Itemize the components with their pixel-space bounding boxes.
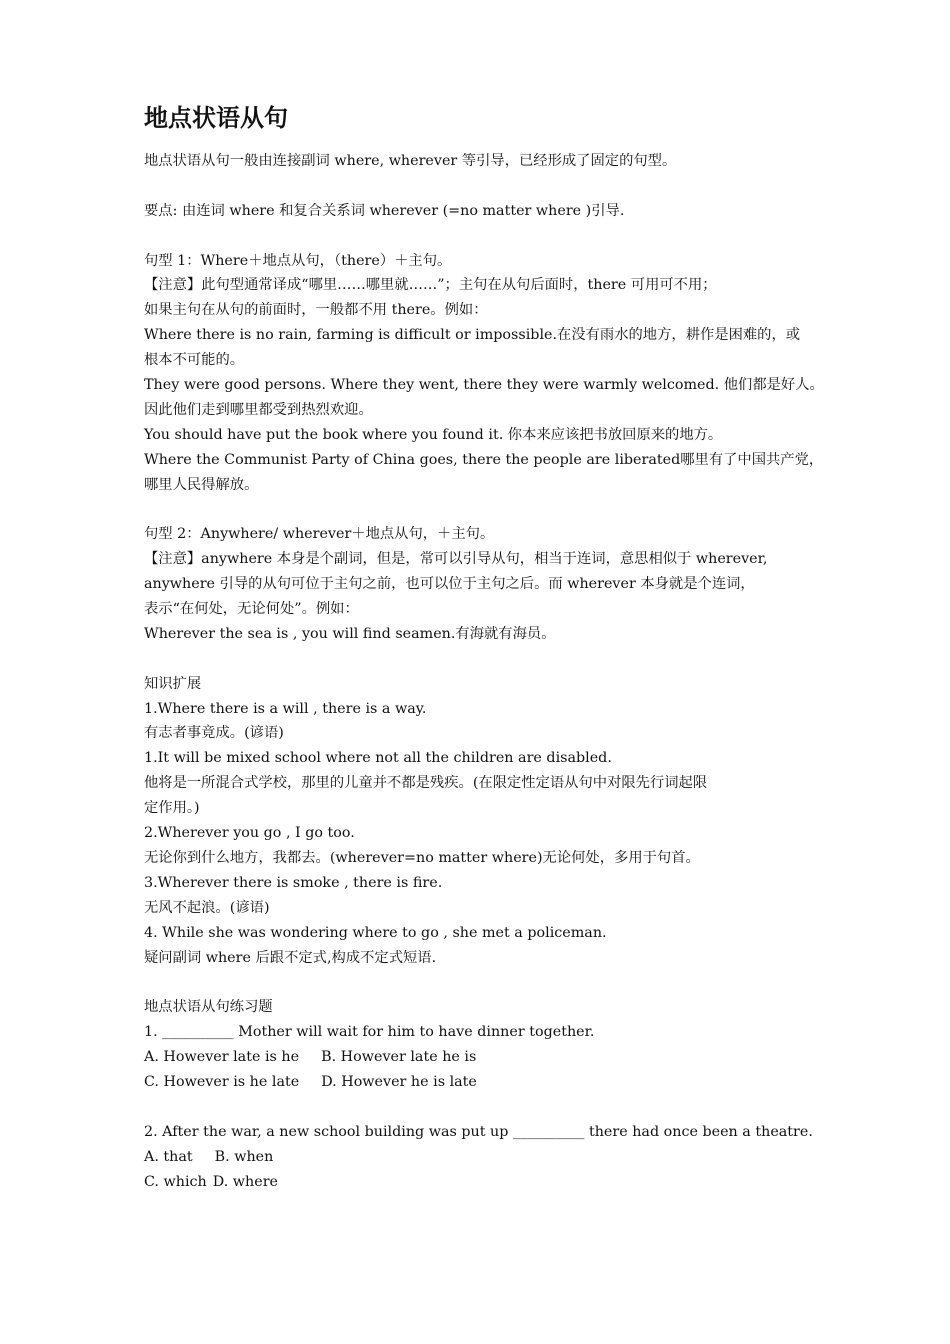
extension-line: 1.Where there is a will , there is a way. (144, 700, 427, 717)
extension-heading: 知识扩展 (144, 675, 202, 692)
extension-line: 4. While she was wondering where to go , she met a policeman. (144, 924, 607, 941)
q1-option-d: D. However he is late (321, 1073, 477, 1090)
extension-line: 无风不起浪。(谚语) (144, 899, 270, 916)
pattern1-example-line: 根本不可能的。 (144, 352, 245, 369)
q1-option-b: B. However late he is (321, 1049, 477, 1066)
extension-line: 3.Wherever there is smoke , there is fire. (144, 874, 443, 891)
question-2-options-row (144, 1170, 814, 1195)
extension-line: 有志者事竟成。(谚语) (144, 725, 284, 742)
q1-option-c: C. However is he late (144, 1073, 300, 1090)
extension-line: 2.Wherever you go , I go too. (144, 825, 355, 842)
pattern1-example-line: 因此他们走到哪里都受到热烈欢迎。 (144, 401, 373, 418)
pattern1-note-line: 如果主句在从句的前面时，一般都不用 there。例如： (144, 302, 488, 319)
page-title: 地点状语从句 (144, 104, 288, 132)
question-1-options-row (144, 1045, 814, 1070)
pattern1-example-line: You should have put the book where you found it. 你本来应该把书放回原来的地方。 (144, 426, 723, 443)
document-body (144, 149, 824, 1194)
question-1-options-row (144, 1070, 814, 1095)
pattern2-note-line: 【注意】anywhere 本身是个副词，但是，常可以引导从句，相当于连词，意思相似于 wherever, (144, 551, 768, 568)
pattern1-example-line: They were good persons. Where they went, there they were warmly welcomed. 他们都是好人。 (144, 377, 824, 394)
question-2-options-row (144, 1145, 814, 1170)
pattern2-note-line: anywhere 引导的从句可位于主句之前，也可以位于主句之后。而 wherever 本身就是个连词， (144, 576, 755, 593)
pattern1-note-line: 【注意】此句型通常译成“哪里……哪里就……”；主句在从句后面时，there 可用可不用； (144, 277, 717, 294)
q1-option-a: A. However late is he (144, 1049, 300, 1066)
spacer (144, 647, 814, 672)
spacer (144, 1095, 814, 1120)
pattern1-heading: 句型 1：Where＋地点从句，（there）＋主句。 (144, 252, 452, 269)
intro-paragraph: 地点状语从句一般由连接副词 where, wherever 等引导，已经形成了固定的句型。 (144, 153, 677, 169)
extension-line: 他将是一所混合式学校，那里的儿童并不都是残疾。(在限定性定语从句中对限先行词起限 (144, 775, 708, 792)
q2-option-c: C. which (144, 1173, 207, 1190)
spacer (144, 970, 814, 995)
extension-line: 疑问副词 where 后跟不定式,构成不定式短语. (144, 949, 437, 966)
spacer (144, 224, 814, 249)
q2-option-d: D. where (212, 1173, 279, 1190)
spacer (144, 497, 814, 522)
extension-line: 无论你到什么地方，我都去。(wherever=no matter where)无论何处，多用于句首。 (144, 849, 700, 866)
question-2-stem: 2. After the war, a new school building was put up __________ there had once been a theatre. (144, 1123, 813, 1140)
pattern2-note-line: 表示“在何处，无论何处”。例如： (144, 601, 359, 618)
pattern2-example-line: Wherever the sea is , you will find seamen.有海就有海员。 (144, 625, 556, 642)
extension-line: 1.It will be mixed school where not all the children are disabled. (144, 750, 612, 767)
q2-option-a: A. that (144, 1148, 193, 1165)
pattern2-heading: 句型 2：Anywhere/ wherever＋地点从句，＋主句。 (144, 526, 495, 543)
spacer (144, 174, 814, 199)
q2-option-b: B. when (214, 1148, 274, 1165)
exercises-heading: 地点状语从句练习题 (144, 999, 273, 1016)
pattern1-example-line: 哪里人民得解放。 (144, 476, 259, 493)
pattern1-example-line: Where the Communist Party of China goes, there the people are liberated哪里有了中国共产党， (144, 451, 824, 468)
extension-line: 定作用。) (144, 800, 200, 817)
key-point: 要点: 由连词 where 和复合关系词 wherever (=no matter where )引导. (144, 202, 625, 219)
pattern1-example-line: Where there is no rain, farming is difficult or impossible.在没有雨水的地方，耕作是困难的，或 (144, 327, 801, 344)
question-1-stem: 1. __________ Mother will wait for him to have dinner together. (144, 1024, 595, 1041)
